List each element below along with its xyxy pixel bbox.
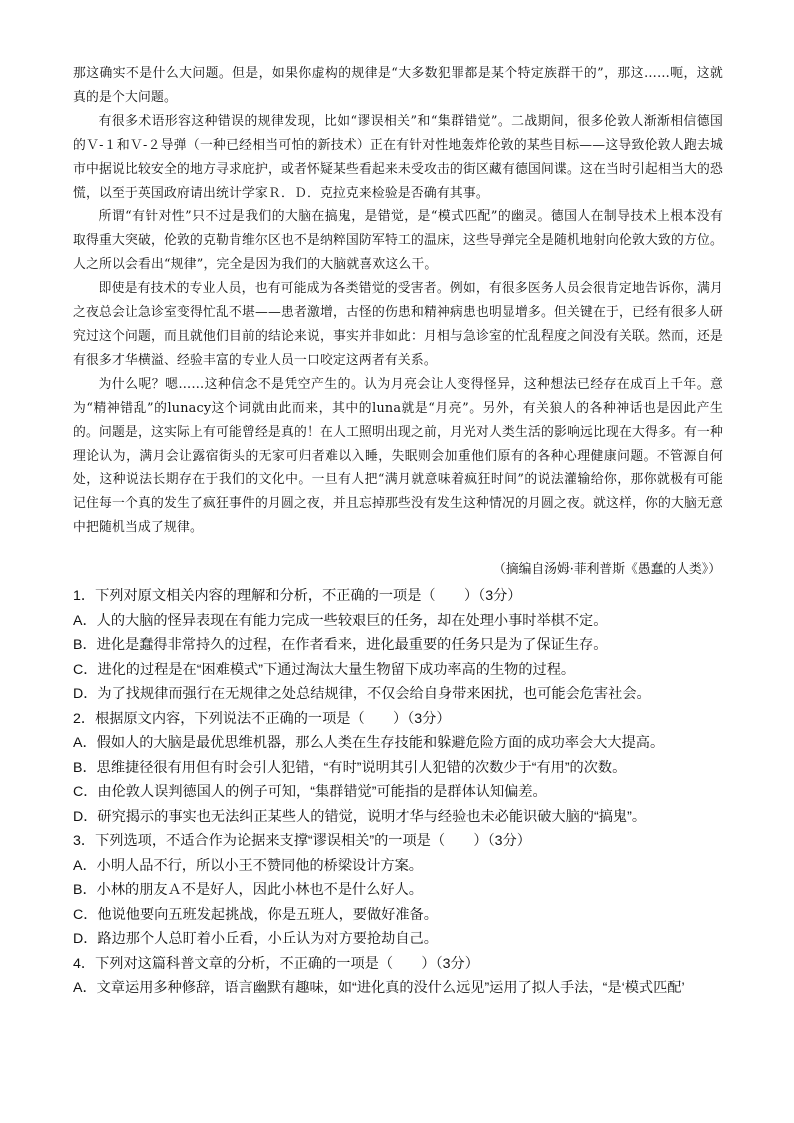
passage-paragraph-5: 为什么呢？嗯……这种信念不是凭空产生的。认为月亮会让人变得怪异，这种想法已经存在成百上千年。意为“精神错乱”的lunacy这个词就由此而来，其中的luna就是“月亮”。另外，有关狼人的各种神话也是因此产生的。问题是，这实际上有可能曾经是真的！在人工照明出现之前，月光对人类生活的影响远比现在大得多。有一种理论认为，满月会让露宿街头的无家可归者难以入睡，失眠则会加重他们原有的各种心理健康问题。不管源自何处，这种说法长期存在于我们的文化中。一旦有人把“满月就意味着疯狂时间”的说法灌输给你，那你就极有可能记住每一个真的发生了疯狂事件的月圆之夜，并且忘掉那些没有发生这种情况的月圆之夜。就这样，你的大脑无意中把随机当成了规律。 <box>73 376 723 536</box>
question-1 <box>73 584 723 707</box>
answer-option: D．路边那个人总盯着小丘看，小丘认为对方要抢劫自己。 <box>73 931 438 947</box>
question-stem: 2．根据原文内容，下列说法不正确的一项是（ ）（3分） <box>73 710 451 727</box>
answer-option: B．小林的朋友Ａ不是好人，因此小林也不是什么好人。 <box>73 882 423 898</box>
reading-passage <box>73 62 723 540</box>
passage-paragraph-3: 所谓“有针对性”只不过是我们的大脑在搞鬼，是错觉，是“模式匹配”的幽灵。德国人在制导技术上根本没有取得重大突破，伦敦的克勒肯维尔区也不是纳粹国防军特工的温床，这些导弹完全是随机地射向伦敦大致的方位。人之所以会看出“规律”，完全是因为我们的大脑就喜欢这么干。 <box>73 209 723 273</box>
passage-source: （摘编自汤姆·菲利普斯《愚蠢的人类》） <box>492 562 721 577</box>
answer-option: A．文章运用多种修辞，语言幽默有趣味，如“进化真的没什么远见”运用了拟人手法，“是‘模式匹配’ <box>73 980 685 996</box>
question-list <box>73 584 723 1001</box>
question-stem: 1．下列对原文相关内容的理解和分析，不正确的一项是（ ）（3分） <box>73 588 522 604</box>
answer-option: C．进化的过程是在“困难模式”下通过淘汰大量生物留下成功率高的生物的过程。 <box>73 661 576 678</box>
answer-option: A．小明人品不行，所以小王不赞同他的桥梁设计方案。 <box>73 857 423 874</box>
passage-paragraph-1: 那这确实不是什么大问题。但是，如果你虚构的规律是“大多数犯罪都是某个特定族群干的”，那这……呃，这就真的是个大问题。 <box>73 66 723 105</box>
answer-option: C．由伦敦人误判德国人的例子可知，“集群错觉”可能指的是群体认知偏差。 <box>73 784 547 800</box>
answer-option: D．为了找规律而强行在无规律之处总结规律，不仅会给自身带来困扰，也可能会危害社会。 <box>73 686 651 702</box>
question-stem: 4．下列对这篇科普文章的分析，不正确的一项是（ ）（3分） <box>73 955 479 972</box>
question-2 <box>73 707 723 830</box>
answer-option: C．他说他要向五班发起挑战，你是五班人，要做好准备。 <box>73 906 438 923</box>
passage-paragraph-2: 有很多术语形容这种错误的规律发现，比如“谬误相关”和“集群错觉”。二战期间，很多伦敦人渐渐相信德国的Ｖ-１和Ｖ-２导弹（一种已经相当可怕的新技术）正在有针对性地轰炸伦敦的某些目标——这导致伦敦人跑去城市中据说比较安全的地方寻求庇护，或者怀疑某些看起来未受攻击的街区藏有德国间谍。这在当时引起相当大的恐慌，以至于英国政府请出统计学家Ｒ．Ｄ．克拉克来检验是否确有其事。 <box>73 113 723 201</box>
answer-option: B．思维捷径很有用但有时会引人犯错，“有时”说明其引人犯错的次数少于“有用”的次数。 <box>73 759 627 776</box>
question-3 <box>73 829 723 952</box>
answer-option: B．进化是蠢得非常持久的过程，在作者看来，进化最重要的任务只是为了保证生存。 <box>73 637 608 653</box>
answer-option: A．假如人的大脑是最优思维机器，那么人类在生存技能和躲避危险方面的成功率会大大提高。 <box>73 735 665 751</box>
question-4 <box>73 952 723 1001</box>
answer-option: A．人的大脑的怪异表现在有能力完成一些较艰巨的任务，却在处理小事时举棋不定。 <box>73 612 608 629</box>
answer-option: D．研究揭示的事实也无法纠正某些人的错觉，说明才华与经验也未必能识破大脑的“搞鬼”。 <box>73 808 647 825</box>
passage-paragraph-4: 即使是有技术的专业人员，也有可能成为各类错觉的受害者。例如，有很多医务人员会很肯定地告诉你，满月之夜总会让急诊室变得忙乱不堪——患者激增，古怪的伤患和精神病患也明显增多。但关键在于，已经有很多人研究过这个问题，而且就他们目前的结论来说，事实并非如此：月相与急诊室的忙乱程度之间没有关联。然而，还是有很多才华横溢、经验丰富的专业人员一口咬定这两者有关系。 <box>73 281 723 368</box>
question-stem: 3．下列选项，不适合作为论据来支撑“谬误相关”的一项是（ ）（3分） <box>73 833 531 849</box>
